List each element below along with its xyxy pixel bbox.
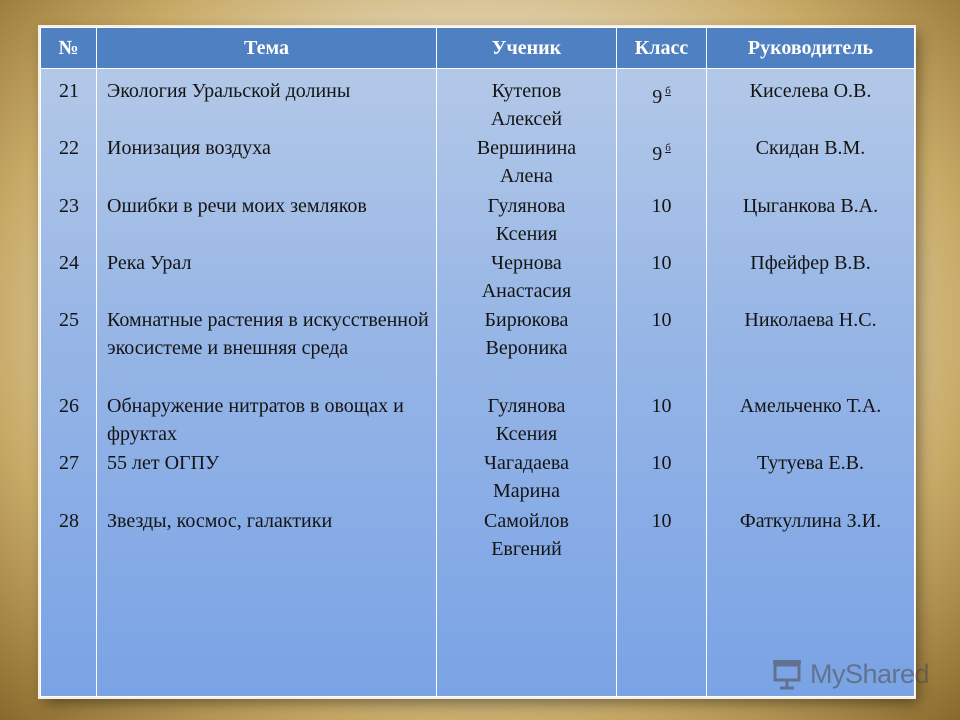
student-surname: Чернова: [491, 252, 562, 274]
number-column: [41, 69, 97, 697]
row-topic: 55 лет ОГПУ: [107, 452, 220, 474]
row-topic: Комнатные растения в искусственной экосистеме и внешняя среда: [107, 309, 429, 359]
row-leader: Амельченко Т.А.: [739, 395, 882, 417]
row-number: 23: [59, 195, 79, 217]
class-column: [617, 69, 707, 697]
presentation-board-icon: [770, 657, 804, 691]
student-column: [437, 69, 617, 697]
student-firstname: Ксения: [495, 423, 558, 445]
row-class: 10: [651, 395, 672, 417]
class-grade: 9: [652, 86, 663, 108]
myshared-watermark: [770, 654, 929, 694]
row-class: 10: [651, 452, 672, 474]
row-leader: Фаткуллина З.И.: [739, 510, 882, 532]
student-surname: Гулянова: [487, 395, 566, 417]
row-class: 10: [651, 252, 672, 274]
header-class: Класс: [617, 28, 707, 69]
class-grade: 9: [652, 143, 663, 165]
row-number: 28: [59, 510, 79, 532]
row-number: 27: [59, 452, 79, 474]
leader-column: [707, 69, 915, 697]
student-surname: Гулянова: [487, 195, 566, 217]
row-student: [443, 392, 610, 449]
student-firstname: Марина: [493, 480, 560, 502]
table-header-row: [41, 28, 915, 69]
row-leader: Киселева О.В.: [749, 80, 872, 102]
row-student: [443, 192, 610, 249]
row-student: [443, 249, 610, 306]
row-leader: Цыганкова В.А.: [742, 195, 879, 217]
student-firstname: Алена: [500, 165, 553, 187]
student-surname: Самойлов: [484, 510, 569, 532]
row-class: [623, 77, 700, 134]
row-topic: Звезды, космос, галактики: [107, 510, 333, 532]
row-number: 24: [59, 252, 79, 274]
row-topic: Обнаружение нитратов в овощах и фруктах: [107, 395, 404, 445]
row-leader: Пфейфер В.В.: [750, 252, 871, 274]
student-surname: Кутепов: [491, 80, 562, 102]
row-number: 25: [59, 309, 79, 331]
row-leader: Тутуева Е.В.: [757, 452, 864, 474]
topic-column: [97, 69, 437, 697]
row-student: [443, 134, 610, 192]
row-student: [443, 449, 610, 507]
student-firstname: Ксения: [495, 223, 558, 245]
student-firstname: Алексей: [490, 108, 563, 130]
row-class: 10: [651, 309, 672, 331]
row-leader: Николаева Н.С.: [744, 309, 877, 331]
row-student: [443, 306, 610, 392]
student-firstname: Евгений: [491, 538, 562, 560]
student-firstname: Анастасия: [481, 280, 572, 302]
row-topic: Река Урал: [107, 252, 192, 274]
watermark-text: MyShared: [810, 658, 930, 689]
row-leader: Скидан В.М.: [755, 137, 866, 159]
student-surname: Чагадаева: [484, 452, 569, 474]
slide-table-frame: [40, 27, 914, 697]
row-topic: Экология Уральской долины: [107, 80, 351, 102]
class-letter: б: [665, 85, 671, 97]
row-topic: Ионизация воздуха: [107, 137, 271, 159]
row-number: 22: [59, 137, 79, 159]
class-letter: б: [665, 142, 671, 154]
header-topic: Тема: [97, 28, 437, 69]
header-leader: Руководитель: [707, 28, 915, 69]
header-student: Ученик: [437, 28, 617, 69]
row-number: 26: [59, 395, 79, 417]
student-surname: Вершинина: [476, 137, 577, 159]
row-class: 10: [651, 510, 672, 532]
row-student: [443, 77, 610, 134]
projects-table: [40, 27, 915, 697]
row-class: [623, 134, 700, 192]
student-surname: Бирюкова: [484, 309, 569, 331]
table-body-row: [41, 69, 915, 697]
student-firstname: Вероника: [485, 337, 568, 359]
row-class: 10: [651, 195, 672, 217]
header-number: №: [41, 28, 97, 69]
row-number: 21: [59, 80, 79, 102]
row-topic: Ошибки в речи моих земляков: [107, 195, 367, 217]
row-student: [443, 507, 610, 564]
